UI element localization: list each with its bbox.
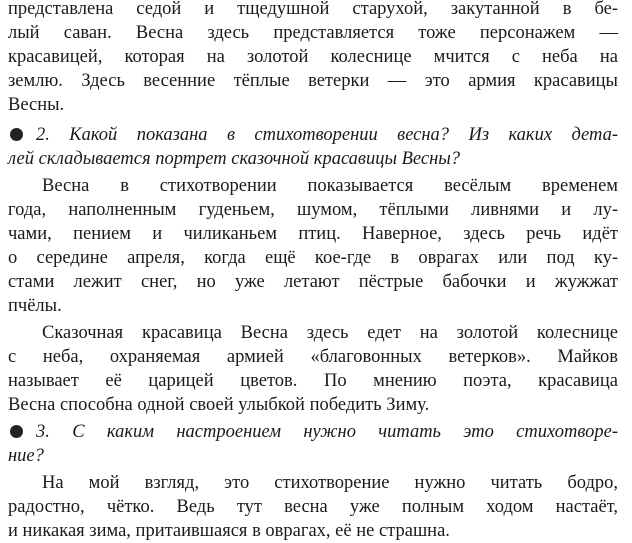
intro-line-5: Весны. — [8, 95, 65, 115]
question-2 — [8, 123, 618, 171]
answer-3-line-3: и никакая зима, притаившаяся в оврагах, её не страшна. — [8, 521, 450, 541]
intro-paragraph — [8, 0, 618, 117]
question-3-line-2: ние? — [8, 446, 44, 466]
answer-2b-line-3: называет её царицей цветов. По мнению поэта, красавица — [8, 371, 618, 391]
intro-line-1: представлена седой и тщедушной старухой, закутанной в бе- — [8, 0, 618, 19]
question-3-line-1: 3. С каким настроением нужно читать это стихотворе- — [36, 422, 618, 442]
question-3 — [8, 420, 618, 468]
answer-2a-line-2: года, наполненным гуденьем, шумом, тёплыми ливнями и лу- — [8, 200, 618, 220]
answer-2a-line-1: Весна в стихотворении показывается весёлым временем — [42, 176, 618, 196]
intro-line-3: красавицей, которая на золотой колеснице мчится с неба на — [8, 47, 618, 67]
answer-2b-line-2: с неба, охраняемая армией «благовонных ветерков». Майков — [8, 347, 618, 367]
answer-3-line-1: На мой взгляд, это стихотворение нужно читать бодро, — [42, 473, 618, 493]
question-bullet-icon — [10, 425, 23, 438]
answer-2a-paragraph — [8, 174, 618, 318]
answer-2a-line-4: о середине апреля, когда ещё кое-где в оврагах или под ку- — [8, 248, 618, 268]
question-bullet-icon — [10, 128, 23, 141]
answer-2a-line-6: пчёлы. — [8, 296, 62, 316]
answer-3-paragraph — [8, 471, 618, 543]
answer-2b-paragraph — [8, 321, 618, 417]
intro-line-4: землю. Здесь весенние тёплые ветерки — это армия красавицы — [8, 71, 618, 91]
answer-2a-line-5: стами лежит снег, но уже летают пёстрые бабочки и жужжат — [8, 272, 618, 292]
intro-line-2: лый саван. Весна здесь представляется тоже персонажем — — [8, 23, 618, 43]
answer-2b-line-1: Сказочная красавица Весна здесь едет на золотой колеснице — [42, 323, 618, 343]
answer-3-line-2: радостно, чётко. Ведь тут весна уже полным ходом настаёт, — [8, 497, 618, 517]
question-2-line-1: 2. Какой показана в стихотворении весна? Из каких дета- — [36, 125, 618, 145]
question-2-line-2: лей складывается портрет сказочной красавицы Весны? — [8, 149, 461, 169]
answer-2b-line-4: Весна способна одной своей улыбкой победить Зиму. — [8, 395, 430, 415]
answer-2a-line-3: чами, пением и чиликаньем птиц. Наверное, здесь речь идёт — [8, 224, 618, 244]
